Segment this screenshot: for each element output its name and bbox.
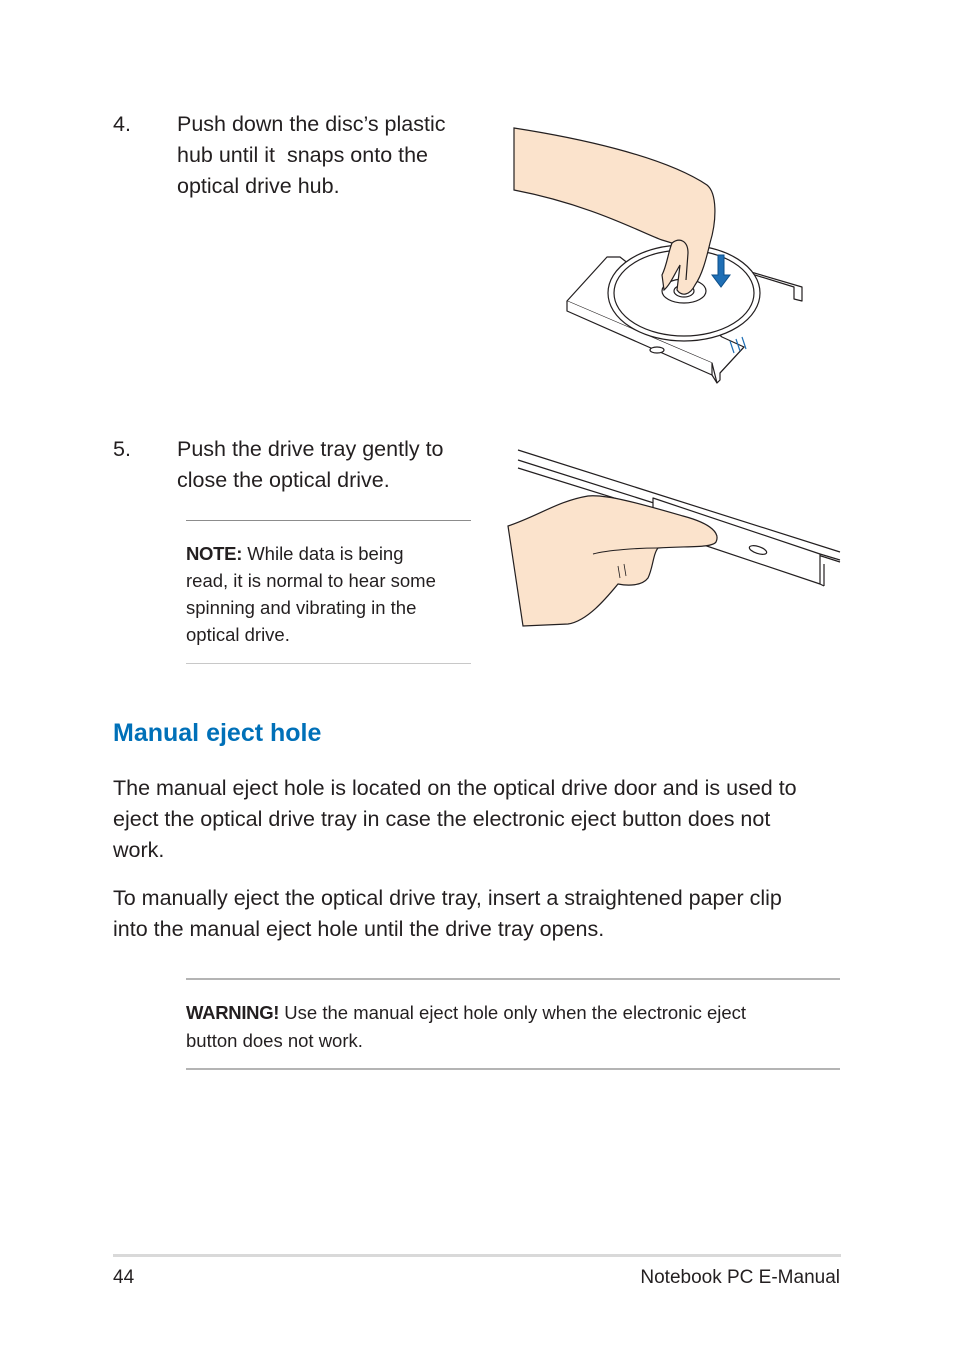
note-line: optical drive. — [186, 624, 290, 645]
warning-line: button does not work. — [186, 1030, 363, 1051]
tray-close-illustration — [508, 446, 842, 626]
warning-line: Use the manual eject hole only when the electronic eject — [279, 1002, 747, 1023]
paragraph-line: eject the optical drive tray in case the electronic eject button does not — [113, 807, 771, 831]
paragraph-line: To manually eject the optical drive tray, insert a straightened paper clip — [113, 886, 782, 910]
step-number: 5. — [113, 437, 131, 461]
step-number: 4. — [113, 112, 131, 136]
step-line: Push the drive tray gently to — [177, 437, 444, 461]
drive-eject-slot — [650, 347, 664, 353]
note-line: While data is being — [242, 543, 404, 564]
footer-title: Notebook PC E-Manual — [640, 1267, 840, 1288]
step-line: hub until it snaps onto the — [177, 143, 429, 167]
disc-insert-illustration — [512, 125, 807, 383]
page-number: 44 — [113, 1267, 135, 1288]
section-heading: Manual eject hole — [113, 719, 322, 747]
step-line: close the optical drive. — [177, 468, 390, 492]
paragraph — [113, 773, 848, 866]
warning-box — [186, 978, 840, 1070]
note-line: read, it is normal to hear some — [186, 570, 436, 591]
note-label: NOTE: — [186, 543, 243, 564]
footer-divider — [113, 1254, 841, 1257]
note-line: spinning and vibrating in the — [186, 597, 417, 618]
step-text — [177, 109, 477, 202]
step-text — [177, 434, 477, 496]
paragraph-line: into the manual eject hole until the drive tray opens. — [113, 917, 605, 941]
step-line: Push down the disc’s plastic — [177, 112, 446, 136]
paragraph — [113, 883, 848, 945]
paragraph-line: work. — [113, 838, 165, 862]
note-box — [186, 520, 471, 664]
paragraph-line: The manual eject hole is located on the optical drive door and is used to — [113, 776, 797, 800]
warning-label: WARNING! — [186, 1002, 280, 1023]
step-line: optical drive hub. — [177, 174, 340, 198]
